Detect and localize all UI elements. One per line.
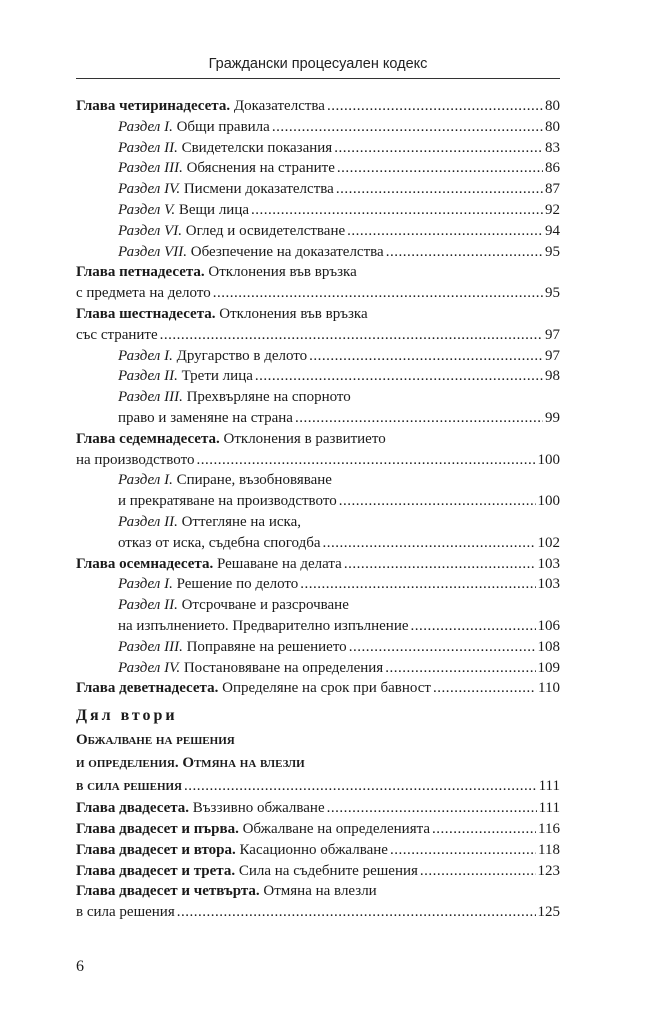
page-ref: 97 [545,326,560,343]
section-label: Раздел I. [118,118,173,135]
toc-entry [76,450,560,471]
leader-dots [300,574,535,595]
chapter-label: Глава шестнадесета. [76,305,216,322]
section-label: Раздел II. [118,368,178,385]
entry-title: Постановяване на определения [180,659,384,676]
entry-title: със страните [76,326,158,343]
section-label: Раздел II. [118,513,178,530]
entry-title: Въззивно обжалване [189,800,325,817]
page-ref: 95 [545,243,560,260]
page-ref: 100 [537,493,560,510]
leader-dots [295,408,543,429]
page-ref: 100 [537,451,560,468]
leader-dots [323,533,536,554]
toc-entry [76,658,560,679]
entry-title: с предмета на делото [76,285,211,302]
part-title-line-2 [76,752,560,775]
leader-dots [327,96,543,117]
part-title-text: и определения. Отмяна на влезли [76,755,305,772]
leader-dots [411,616,536,637]
leader-dots [160,325,543,346]
page-ref: 111 [538,800,560,817]
entry-title: Отклонения в развитието [219,430,386,447]
chapter-label: Глава четиринадесета. [76,98,231,114]
page-ref: 102 [537,534,560,551]
toc-entry [76,616,560,637]
page-ref: 108 [537,638,560,655]
page-ref: 87 [545,181,560,198]
entry-title: Вещи лица [175,201,250,218]
section-label: Раздел VI. [118,222,182,239]
part-title-text: Обжалване на решения [76,732,235,749]
toc-entry [76,881,560,902]
page-ref: 125 [537,904,560,921]
page-ref: 103 [537,576,560,593]
toc-entry [76,366,560,387]
page-number: 6 [76,958,84,975]
toc-entry [76,902,560,923]
page-ref: 116 [538,820,560,837]
part-title-text: в сила решения [76,778,183,795]
toc-entry [76,262,560,283]
entry-title: Отклонения във връзка [204,264,357,281]
section-label: Раздел IV. [118,659,181,676]
toc-entry [76,242,560,263]
toc-entry [76,819,560,840]
entry-title: Обезпечение на доказателства [187,243,384,260]
page-ref: 80 [545,118,560,135]
toc-entry [76,595,560,616]
toc-entry [76,96,560,117]
entry-title: Общи правила [172,118,270,135]
toc-entry [76,221,560,242]
page-ref: 98 [545,368,560,385]
leader-dots [334,138,543,159]
toc-entry [76,325,560,346]
leader-dots [390,840,536,861]
toc-entry [76,429,560,450]
page-ref: 118 [538,841,560,858]
section-label: Раздел IV. [118,181,181,198]
entry-title: Свидетелски показания [177,139,333,156]
entry-title: Спиране, възобновяване [172,472,332,489]
page-ref: 110 [538,680,560,697]
entry-title: Прехвърляне на спорното [182,389,351,406]
section-label: Раздел I. [118,576,173,593]
chapter-label: Глава двадесета. [76,800,190,817]
header-rule [76,78,560,79]
toc-entry [76,200,560,221]
page-ref: 103 [537,555,560,572]
entry-title: Определяне на срок при бавност [218,680,431,697]
entry-title: Сила на съдебните решения [235,862,418,879]
part-title-line-3 [76,775,560,798]
chapter-label: Глава двадесет и трета. [76,862,236,879]
toc-entries-part-one [76,96,560,699]
leader-dots [385,658,535,679]
page-ref: 106 [537,617,560,634]
page-ref: 95 [545,285,560,302]
leader-dots [347,221,543,242]
section-label: Раздел VII. [118,243,187,260]
entry-title: право и заменяне на страна [118,409,293,426]
toc-entry [76,637,560,658]
chapter-label: Глава двадесет и първа. [76,820,239,837]
section-label: Раздел I. [118,347,173,364]
entry-title: Доказателства [230,98,325,114]
toc-entry [76,512,560,533]
toc-entry [76,117,560,138]
section-label: Раздел II. [118,139,178,156]
entry-title: Поправяне на решението [182,638,347,655]
toc-entry [76,470,560,491]
entry-title: Оглед и освидетелстване [182,222,346,239]
leader-dots [213,283,543,304]
toc-entries-part-two [76,798,560,923]
entry-title: на изпълнението. Предварително изпълнение [118,617,409,634]
toc-entry [76,346,560,367]
entry-title: Писмени доказателства [180,181,334,198]
part-title-line-1 [76,729,560,752]
toc-entry [76,554,560,575]
entry-title: Отмяна на влезли [259,883,377,900]
toc-entry [76,840,560,861]
leader-dots [386,242,543,263]
toc-entry [76,138,560,159]
leader-dots [309,346,543,367]
toc-entry [76,861,560,882]
page-ref: 97 [545,347,560,364]
leader-dots [336,179,543,200]
leader-dots [272,117,543,138]
page-ref: 109 [537,659,560,676]
toc-entry [76,304,560,325]
toc-entry [76,798,560,819]
chapter-label: Глава седемнадесета. [76,430,220,447]
leader-dots [196,450,535,471]
leader-dots [420,861,536,882]
leader-dots [327,798,537,819]
entry-title: отказ от иска, съдебна спогодба [118,534,321,551]
entry-title: и прекратяване на производството [118,493,337,510]
chapter-label: Глава осемнадесета. [76,555,214,572]
chapter-label: Глава двадесет и втора. [76,841,236,858]
leader-dots [177,902,536,923]
entry-title: Отсрочване и разсрочване [177,597,349,614]
entry-title: в сила решения [76,904,175,921]
page-ref: 86 [545,160,560,177]
entry-title: Отклонения във връзка [215,305,368,322]
leader-dots [349,637,536,658]
toc-entry [76,574,560,595]
entry-title: Обжалване на определенията [238,820,430,837]
toc-entry [76,179,560,200]
entry-title: Касационно обжалване [235,841,388,858]
toc-entry [76,158,560,179]
page-ref: 99 [545,409,560,426]
entry-title: Решение по делото [172,576,299,593]
leader-dots [255,366,543,387]
section-label: Раздел III. [118,389,183,406]
section-label: Раздел V. [118,201,176,218]
entry-title: Оттегляне на иска, [177,513,301,530]
entry-title: Трети лица [177,368,253,385]
leader-dots [344,554,536,575]
entry-title: на производството [76,451,195,468]
leader-dots [337,158,543,179]
leader-dots [339,491,536,512]
chapter-label: Глава деветнадесета. [76,680,219,697]
entry-title: Решаване на делата [213,555,342,572]
section-label: Раздел III. [118,638,183,655]
toc-entry [76,491,560,512]
toc-entry [76,408,560,429]
page-ref: 94 [545,222,560,239]
part-heading: Дял втори [76,707,178,725]
toc-entry [76,387,560,408]
page-ref: 80 [545,98,560,114]
page-ref: 111 [538,778,560,795]
toc-entry [76,283,560,304]
running-header: Граждански процесуален кодекс [208,56,428,72]
entry-title: Другарство в делото [172,347,308,364]
toc-entry [76,678,560,699]
section-label: Раздел II. [118,597,178,614]
chapter-label: Глава петнадесета. [76,264,205,281]
section-label: Раздел I. [118,472,173,489]
leader-dots [432,819,536,840]
entry-title: Обяснения на страните [182,160,335,177]
chapter-label: Глава двадесет и четвърта. [76,883,260,900]
page-ref: 83 [545,139,560,156]
leader-dots [184,775,537,798]
toc-entry [76,533,560,554]
leader-dots [251,200,543,221]
page-ref: 92 [545,201,560,218]
section-label: Раздел III. [118,160,183,177]
page-ref: 123 [537,862,560,879]
leader-dots [433,678,536,699]
table-of-contents [76,96,560,923]
